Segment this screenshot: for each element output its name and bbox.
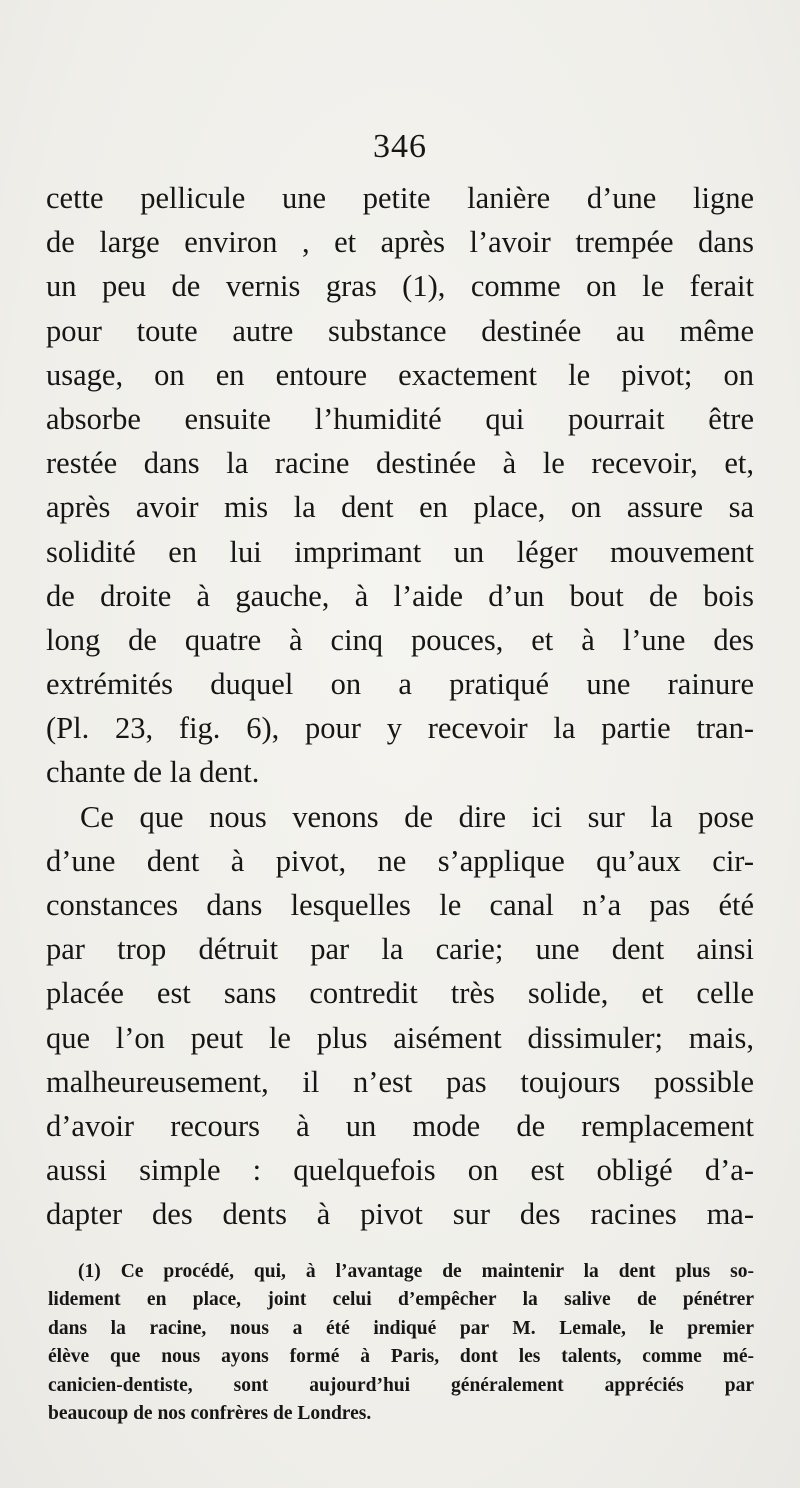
body-line: de droite à gauche, à l’aide d’un bout de bois	[46, 578, 754, 613]
body-line: constances dans lesquelles le canal n’a pas été	[46, 888, 754, 922]
footnote-line: élève que nous ayons formé à Paris, dont les talents, comme mé-	[48, 1346, 754, 1368]
body-line: Ce que nous venons de dire ici sur la pose	[80, 799, 754, 834]
footnote-line: canicien-dentiste, sont aujourd’hui généralement appréciés par	[48, 1374, 754, 1396]
body-line: un peu de vernis gras (1), comme on le ferait	[46, 269, 754, 304]
body-line: (Pl. 23, fig. 6), pour y recevoir la partie tran-	[46, 711, 754, 746]
body-line: solidité en lui imprimant un léger mouvement	[46, 534, 754, 569]
body-line: aussi simple : quelquefois on est obligé d’a-	[46, 1153, 754, 1188]
body-line: extrémités duquel on a pratiqué une rainure	[46, 667, 754, 702]
footnote-line: lidement en place, joint celui d’empêcher la salive de pénétrer	[48, 1289, 754, 1311]
footnote-line: dans la racine, nous a été indiqué par M. Lemale, le premier	[48, 1317, 754, 1339]
footnote-line: beaucoup de nos confrères de Londres.	[48, 1402, 372, 1424]
body-line: d’avoir recours à un mode de remplacement	[46, 1108, 754, 1143]
footnote	[48, 1258, 754, 1428]
body-line: absorbe ensuite l’humidité qui pourrait être	[46, 401, 754, 436]
body-line: dapter des dents à pivot sur des racines ma-	[46, 1197, 754, 1232]
body-line: de large environ , et après l’avoir trempée dans	[46, 225, 754, 260]
page-number: 346	[373, 128, 427, 165]
body-line: long de quatre à cinq pouces, et à l’une des	[46, 622, 754, 657]
body-line: cette pellicule une petite lanière d’une ligne	[46, 181, 754, 215]
body-line: que l’on peut le plus aisément dissimuler; mais,	[46, 1020, 754, 1055]
footnote-line: (1) Ce procédé, qui, à l’avantage de maintenir la dent plus so-	[78, 1261, 754, 1282]
body-line: usage, on en entoure exactement le pivot; on	[46, 357, 754, 392]
body-line: chante de la dent.	[46, 755, 260, 790]
body-line: placée est sans contredit très solide, et celle	[46, 976, 754, 1011]
body-line: restée dans la racine destinée à le recevoir, et,	[46, 446, 754, 481]
body-line: d’une dent à pivot, ne s’applique qu’aux cir-	[46, 843, 754, 878]
body-line: pour toute autre substance destinée au même	[46, 313, 754, 348]
body-line: malheureusement, il n’est pas toujours possible	[46, 1064, 754, 1099]
body-text	[46, 176, 754, 1237]
body-line: par trop détruit par la carie; une dent ainsi	[46, 932, 754, 967]
body-line: après avoir mis la dent en place, on assure sa	[46, 490, 754, 525]
